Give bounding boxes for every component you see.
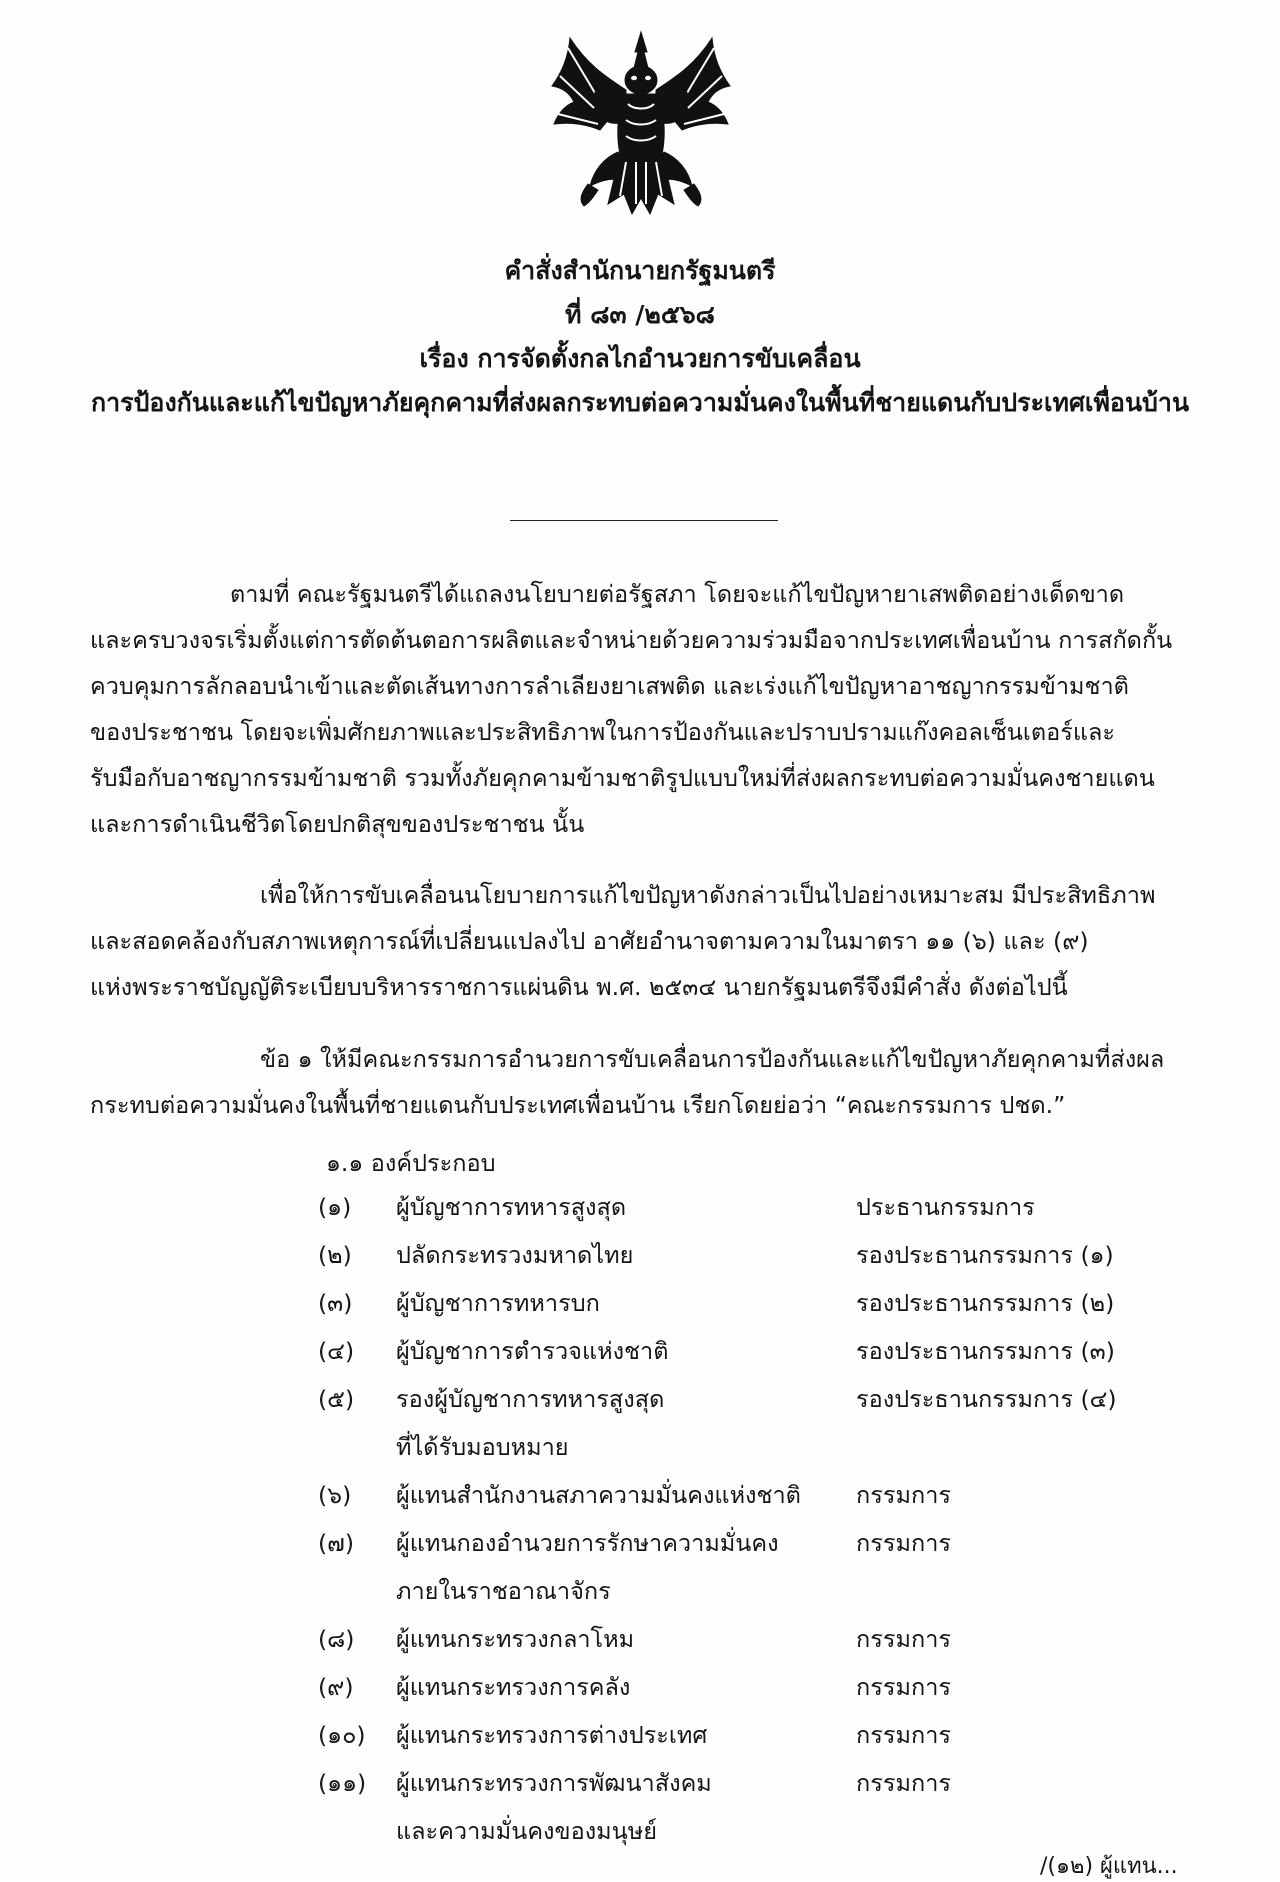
- garuda-emblem-icon: [548, 28, 734, 228]
- member-role: รองประธานกรรมการ (๑): [856, 1241, 1114, 1269]
- member-name: ผู้แทนกระทรวงการคลัง: [396, 1673, 631, 1701]
- member-row: [318, 1375, 1218, 1471]
- subject-line-2: การป้องกันและแก้ไขปัญหาภัยคุกคามที่ส่งผลกระทบต่อความมั่นคงในพื้นที่ชายแดนกับประเทศเพื่อนบ้าน: [90, 388, 1190, 417]
- member-number: (๔): [318, 1337, 355, 1365]
- member-number: (๙): [318, 1673, 354, 1701]
- member-number: (๖): [318, 1481, 352, 1509]
- section-heading: ๑.๑ องค์ประกอบ: [326, 1149, 496, 1177]
- paragraph-1-line: และครบวงจรเริ่มตั้งแต่การตัดต้นตอการผลิตและจำหน่ายด้วยความร่วมมือจากประเทศเพื่อนบ้าน การสกัดกั้น: [90, 626, 1173, 654]
- member-row: [318, 1663, 1218, 1711]
- paragraph-3-line: กระทบต่อความมั่นคงในพื้นที่ชายแดนกับประเทศเพื่อนบ้าน เรียกโดยย่อว่า “คณะกรรมการ ปชด.”: [90, 1091, 1066, 1119]
- member-row: [318, 1327, 1218, 1375]
- member-row: [318, 1711, 1218, 1759]
- paragraph-1-line: ของประชาชน โดยจะเพิ่มศักยภาพและประสิทธิภาพในการป้องกันและปราบปรามแก๊งคอลเซ็นเตอร์และ: [90, 718, 1116, 746]
- document-title: คำสั่งสำนักนายกรัฐมนตรี: [504, 256, 776, 285]
- member-name: รองผู้บัญชาการทหารสูงสุด ที่ได้รับมอบหมาย: [396, 1385, 665, 1461]
- paragraph-1-line: รับมือกับอาชญากรรมข้ามชาติ รวมทั้งภัยคุกคามข้ามชาติรูปแบบใหม่ที่ส่งผลกระทบต่อความมั่นคงชายแดน: [90, 764, 1155, 792]
- member-row: [318, 1471, 1218, 1519]
- paragraph-3-line: ข้อ ๑ ให้มีคณะกรรมการอำนวยการขับเคลื่อนการป้องกันและแก้ไขปัญหาภัยคุกคามที่ส่งผล: [260, 1045, 1165, 1073]
- member-name: ผู้บัญชาการทหารบก: [396, 1289, 600, 1317]
- member-row: [318, 1279, 1218, 1327]
- member-row: [318, 1759, 1218, 1855]
- paragraph-2-line: แห่งพระราชบัญญัติระเบียบบริหารราชการแผ่นดิน พ.ศ. ๒๕๓๔ นายกรัฐมนตรีจึงมีคำสั่ง ดังต่อไปนี้: [90, 973, 1068, 1001]
- member-number: (๑๑): [318, 1769, 367, 1797]
- member-name: ผู้แทนกระทรวงกลาโหม: [396, 1625, 635, 1653]
- member-number: (๒): [318, 1241, 352, 1269]
- member-name: ผู้แทนกองอำนวยการรักษาความมั่นคง ภายในราชอาณาจักร: [396, 1529, 779, 1605]
- member-number: (๕): [318, 1385, 355, 1413]
- paragraph-1-line: และการดำเนินชีวิตโดยปกติสุขของประชาชน นั้น: [90, 810, 585, 838]
- paragraph-3: [90, 1036, 1190, 1128]
- paragraph-2-line: และสอดคล้องกับสภาพเหตุการณ์ที่เปลี่ยนแปลงไป อาศัยอำนาจตามความในมาตรา ๑๑ (๖) และ (๙): [90, 927, 1089, 955]
- member-name: ผู้แทนกระทรวงการต่างประเทศ: [396, 1721, 708, 1749]
- member-name: ปลัดกระทรวงมหาดไทย: [396, 1241, 634, 1269]
- member-name: ผู้แทนกระทรวงการพัฒนาสังคม และความมั่นคงของมนุษย์: [396, 1769, 712, 1845]
- member-row: [318, 1615, 1218, 1663]
- member-role: รองประธานกรรมการ (๔): [856, 1385, 1117, 1413]
- member-number: (๘): [318, 1625, 355, 1653]
- member-role: กรรมการ: [856, 1673, 952, 1701]
- member-role: ประธานกรรมการ: [856, 1193, 1035, 1221]
- member-name: ผู้บัญชาการทหารสูงสุด: [396, 1193, 627, 1221]
- paragraph-1: [90, 571, 1190, 847]
- member-role: รองประธานกรรมการ (๒): [856, 1289, 1115, 1317]
- member-row: [318, 1183, 1218, 1231]
- member-row: [318, 1231, 1218, 1279]
- title-divider: [510, 520, 778, 521]
- paragraph-1-line: ตามที่ คณะรัฐมนตรีได้แถลงนโยบายต่อรัฐสภา โดยจะแก้ไขปัญหายาเสพติดอย่างเด็ดขาด: [230, 580, 1125, 608]
- member-number: (๗): [318, 1529, 355, 1557]
- member-number: (๑๐): [318, 1721, 366, 1749]
- page-continuation: /(๑๒) ผู้แทน...: [1040, 1854, 1178, 1879]
- member-role: กรรมการ: [856, 1625, 952, 1653]
- member-list: [318, 1183, 1218, 1855]
- paragraph-1-line: ควบคุมการลักลอบนำเข้าและตัดเส้นทางการลำเลียงยาเสพติด และเร่งแก้ไขปัญหาอาชญากรรมข้ามชาติ: [90, 672, 1129, 700]
- member-name: ผู้บัญชาการตำรวจแห่งชาติ: [396, 1337, 669, 1365]
- member-row: [318, 1519, 1218, 1615]
- member-number: (๓): [318, 1289, 353, 1317]
- member-role: กรรมการ: [856, 1769, 952, 1797]
- member-role: กรรมการ: [856, 1481, 952, 1509]
- paragraph-2-line: เพื่อให้การขับเคลื่อนนโยบายการแก้ไขปัญหาดังกล่าวเป็นไปอย่างเหมาะสม มีประสิทธิภาพ: [260, 881, 1156, 909]
- paragraph-2: [90, 872, 1190, 1010]
- member-role: กรรมการ: [856, 1529, 952, 1557]
- member-number: (๑): [318, 1193, 352, 1221]
- member-role: รองประธานกรรมการ (๓): [856, 1337, 1115, 1365]
- order-number: ที่ ๘๓ /๒๕๖๘: [565, 300, 715, 329]
- member-role: กรรมการ: [856, 1721, 952, 1749]
- subject-line-1: เรื่อง การจัดตั้งกลไกอำนวยการขับเคลื่อน: [419, 344, 861, 373]
- member-name: ผู้แทนสำนักงานสภาความมั่นคงแห่งชาติ: [396, 1481, 801, 1509]
